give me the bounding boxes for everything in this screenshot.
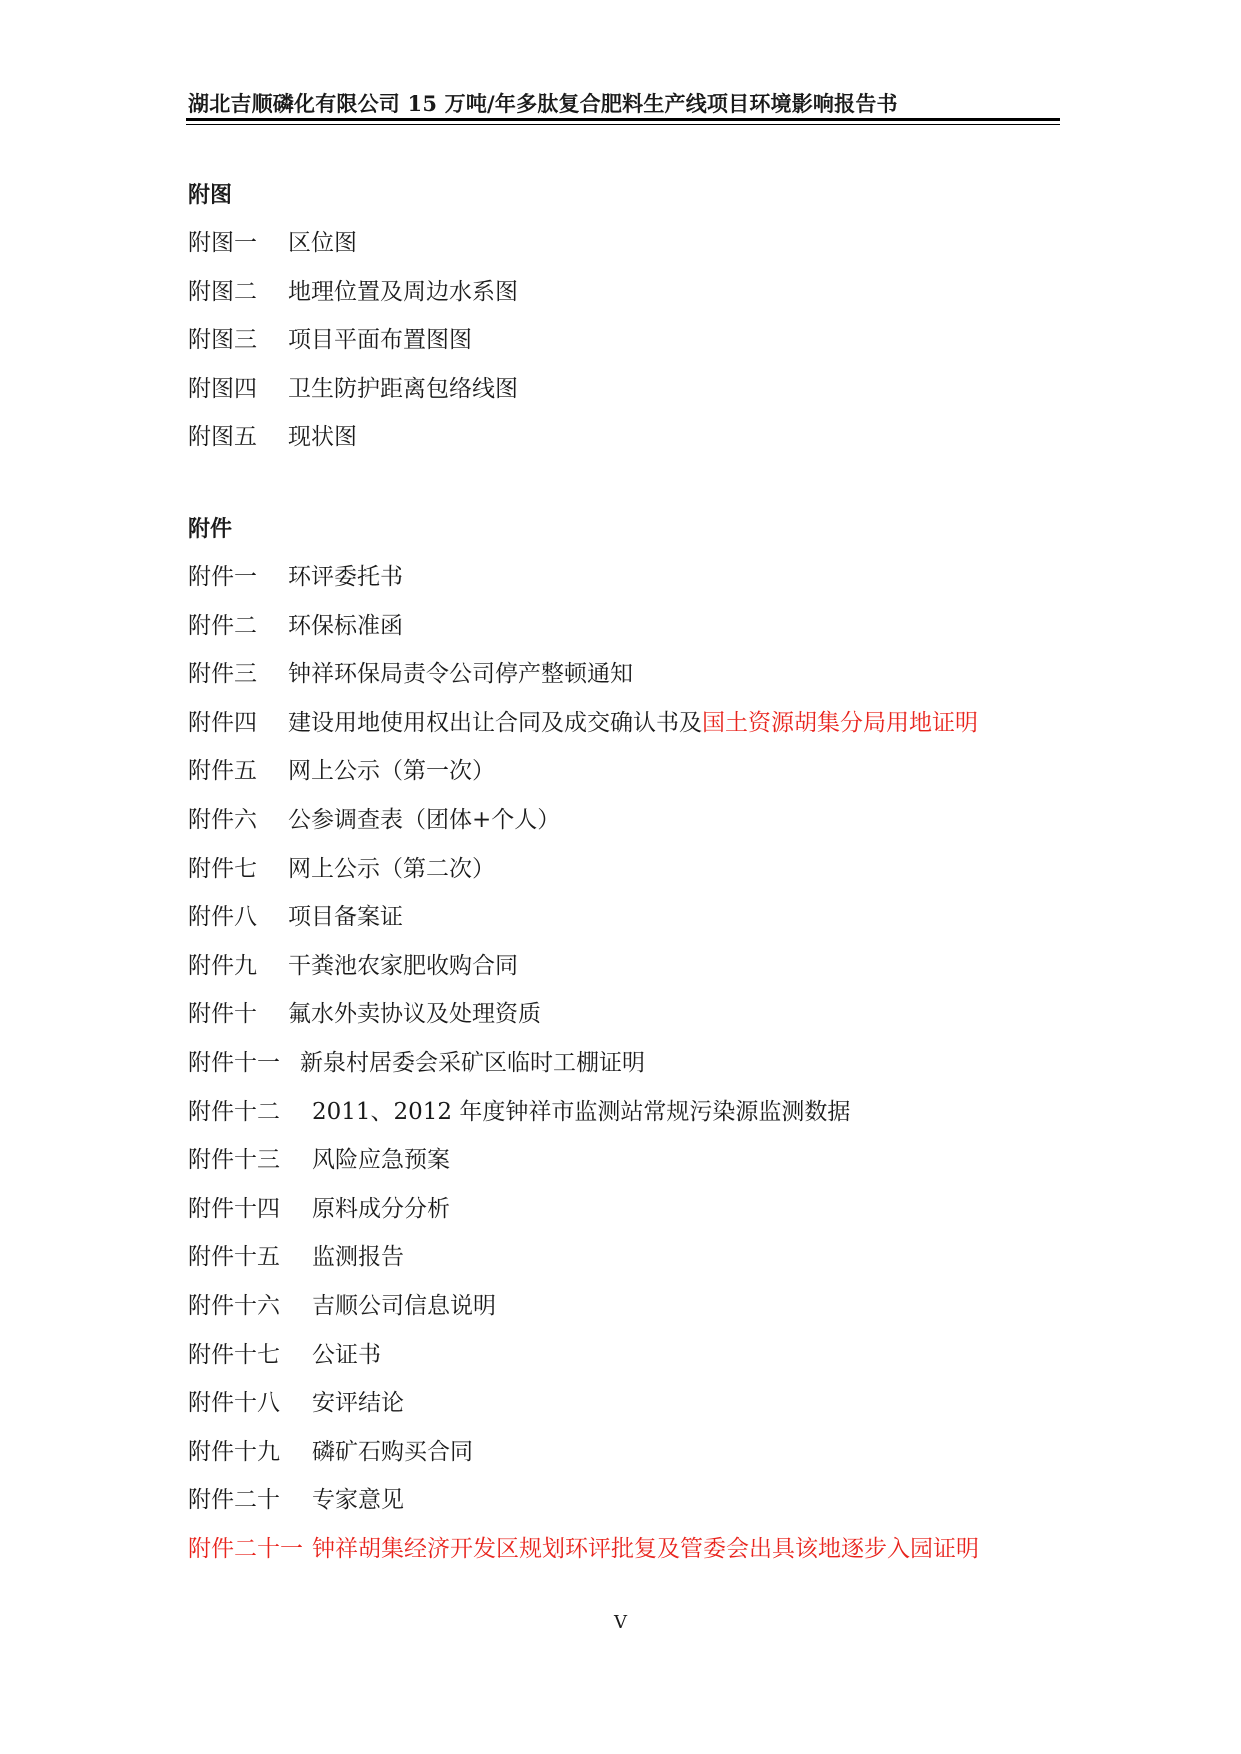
list-item: [188, 1039, 979, 1088]
item-title: 环保标准函: [288, 612, 403, 639]
item-title: 2011、2012 年度钟祥市监测站常规污染源监测数据: [312, 1098, 851, 1125]
item-title: 磷矿石购买合同: [312, 1438, 473, 1465]
item-label: 附件四: [188, 709, 257, 736]
list-item: [188, 268, 518, 317]
list-item: [188, 316, 518, 365]
item-title: 风险应急预案: [312, 1147, 450, 1174]
item-title: 干粪池农家肥收购合同: [288, 952, 518, 979]
item-title: 项目平面布置图图: [288, 327, 472, 354]
item-title: 现状图: [288, 424, 357, 451]
list-item: [188, 747, 979, 796]
item-label: 附件二十一: [188, 1535, 303, 1562]
item-title: 建设用地使用权出让合同及成交确认书及: [288, 709, 702, 736]
attachments-heading: 附件: [188, 516, 233, 542]
item-title: 地理位置及周边水系图: [288, 278, 518, 305]
item-title-highlight: 国土资源胡集分局用地证明: [702, 709, 978, 736]
item-label: 附图四: [188, 375, 257, 402]
item-label: 附件十八: [188, 1390, 280, 1417]
item-title: 新泉村居委会采矿区临时工棚证明: [300, 1049, 645, 1076]
item-label: 附件十六: [188, 1292, 280, 1319]
item-label: 附件九: [188, 952, 257, 979]
item-label: 附件十四: [188, 1195, 280, 1222]
item-label: 附件七: [188, 855, 257, 882]
list-item: [188, 1233, 979, 1282]
item-label: 附件六: [188, 806, 257, 833]
header-rule-thick: [186, 118, 1060, 121]
item-label: 附件二十: [188, 1487, 280, 1514]
item-title: 安评结论: [312, 1390, 404, 1417]
list-item: [188, 1185, 979, 1234]
item-label: 附件十二: [188, 1098, 280, 1125]
list-item: [188, 942, 979, 991]
item-label: 附件一: [188, 564, 257, 590]
list-item: [188, 1282, 979, 1331]
list-item: [188, 1331, 979, 1380]
item-title: 氟水外卖协议及处理资质: [288, 1001, 541, 1028]
item-title: 公参调查表（团体+个人）: [288, 806, 561, 833]
item-title: 卫生防护距离包络线图: [288, 375, 518, 402]
attachments-list: [188, 553, 979, 1573]
list-item: [188, 413, 518, 462]
item-title: 监测报告: [312, 1244, 404, 1271]
item-label: 附件十: [188, 1001, 257, 1028]
item-title: 钟祥胡集经济开发区规划环评批复及管委会出具该地逐步入园证明: [312, 1535, 979, 1562]
list-item: [188, 1136, 979, 1185]
item-title: 公证书: [312, 1341, 381, 1368]
list-item: [188, 1476, 979, 1525]
figures-list: [188, 219, 518, 462]
item-title: 项目备案证: [288, 904, 403, 931]
item-label: 附件五: [188, 758, 257, 785]
item-label: 附图三: [188, 327, 257, 354]
page-number: V: [614, 1612, 627, 1633]
list-item: [188, 796, 979, 845]
item-title: 区位图: [288, 230, 357, 256]
list-item: [188, 1428, 979, 1477]
list-item: [188, 699, 979, 748]
list-item: [188, 893, 979, 942]
figures-heading: 附图: [188, 182, 233, 208]
item-label: 附件十一: [188, 1049, 280, 1076]
item-title: 网上公示（第二次）: [288, 855, 495, 882]
item-title: 专家意见: [312, 1487, 404, 1514]
item-label: 附图一: [188, 230, 257, 256]
list-item: [188, 219, 518, 268]
item-label: 附件二: [188, 612, 257, 639]
item-title: 原料成分分析: [312, 1195, 450, 1222]
item-label: 附件三: [188, 661, 257, 688]
item-label: 附件十七: [188, 1341, 280, 1368]
list-item: [188, 845, 979, 894]
list-item: [188, 602, 979, 651]
list-item: [188, 650, 979, 699]
item-title: 网上公示（第一次）: [288, 758, 495, 785]
item-title: 钟祥环保局责令公司停产整顿通知: [288, 661, 633, 688]
item-label: 附件十三: [188, 1147, 280, 1174]
header-rule-thin: [186, 124, 1060, 125]
item-label: 附件八: [188, 904, 257, 931]
document-header-title: 湖北吉顺磷化有限公司 15 万吨/年多肽复合肥料生产线项目环境影响报告书: [188, 91, 898, 116]
list-item: [188, 1525, 979, 1574]
item-label: 附图五: [188, 424, 257, 451]
item-label: 附件十九: [188, 1438, 280, 1465]
list-item: [188, 990, 979, 1039]
list-item: [188, 1379, 979, 1428]
item-label: 附图二: [188, 278, 257, 305]
item-title: 环评委托书: [288, 564, 403, 590]
item-title: 吉顺公司信息说明: [312, 1292, 496, 1319]
list-item: [188, 365, 518, 414]
item-label: 附件十五: [188, 1244, 280, 1271]
list-item: [188, 553, 979, 602]
list-item: [188, 1088, 979, 1137]
